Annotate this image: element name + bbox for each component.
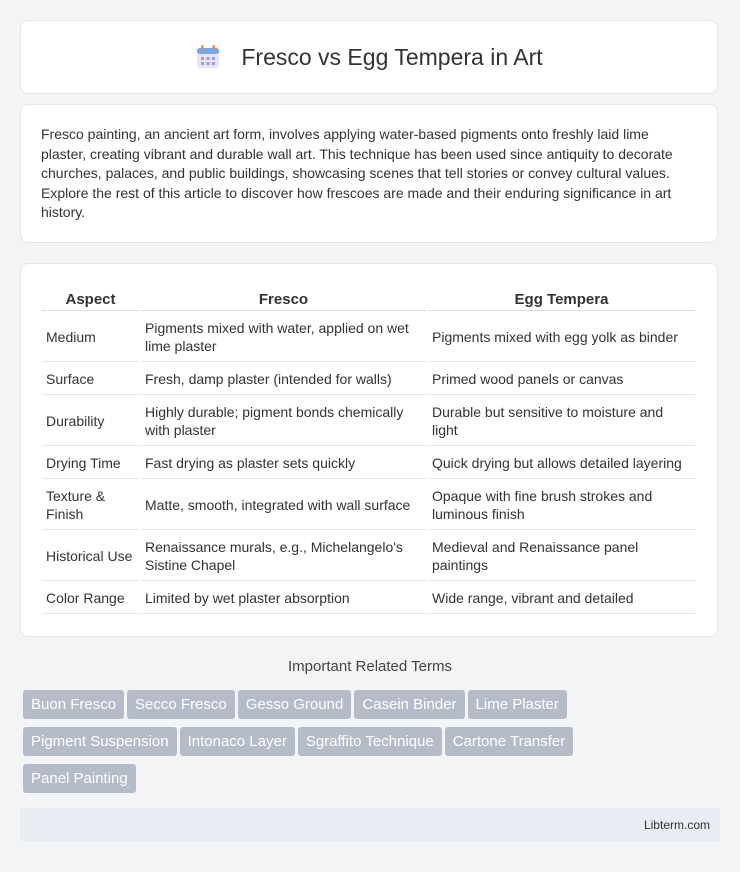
tag-lime-plaster[interactable]: Lime Plaster xyxy=(468,690,567,719)
column-header: Egg Tempera xyxy=(428,286,695,311)
tag-intonaco-layer[interactable]: Intonaco Layer xyxy=(180,727,295,756)
table-cell: Color Range xyxy=(42,583,139,614)
table-row xyxy=(42,397,695,446)
table-row xyxy=(42,448,695,479)
tag-cartone-transfer[interactable]: Cartone Transfer xyxy=(445,727,574,756)
table-row xyxy=(42,481,695,530)
table-cell: Medium xyxy=(42,313,139,362)
table-cell: Quick drying but allows detailed layering xyxy=(428,448,695,479)
table-header-row xyxy=(42,286,695,311)
table-cell: Renaissance murals, e.g., Michelangelo's Sistine Chapel xyxy=(141,532,426,581)
intro-card xyxy=(20,104,718,243)
intro-text: Fresco painting, an ancient art form, involves applying water-based pigments onto freshly laid lime plaster, creating vibrant and durable wall art. This technique has been used since antiquity to decorate churches, palaces, and public buildings, showcasing scenes that tell stories or convey cultural values. Explore the rest of this article to discover how frescoes are made and their enduring significance in art history. xyxy=(41,126,673,220)
column-header: Aspect xyxy=(42,286,139,311)
table-cell: Wide range, vibrant and detailed xyxy=(428,583,695,614)
table-cell: Limited by wet plaster absorption xyxy=(141,583,426,614)
tag-sgraffito-technique[interactable]: Sgraffito Technique xyxy=(298,727,442,756)
tag-secco-fresco[interactable]: Secco Fresco xyxy=(127,690,235,719)
table-row xyxy=(42,313,695,362)
table-cell: Opaque with fine brush strokes and luminous finish xyxy=(428,481,695,530)
tag-buon-fresco[interactable]: Buon Fresco xyxy=(23,690,124,719)
table-cell: Pigments mixed with water, applied on wet lime plaster xyxy=(141,313,426,362)
table-cell: Highly durable; pigment bonds chemically with plaster xyxy=(141,397,426,446)
tag-gesso-ground[interactable]: Gesso Ground xyxy=(238,690,352,719)
header-card xyxy=(20,20,718,94)
table-cell: Medieval and Renaissance panel paintings xyxy=(428,532,695,581)
related-terms-list xyxy=(23,690,623,801)
table-row xyxy=(42,532,695,581)
table-cell: Durable but sensitive to moisture and light xyxy=(428,397,695,446)
table-cell: Texture & Finish xyxy=(42,481,139,530)
table-cell: Surface xyxy=(42,364,139,395)
related-terms-title: Important Related Terms xyxy=(288,658,452,675)
tag-pigment-suspension[interactable]: Pigment Suspension xyxy=(23,727,177,756)
comparison-table xyxy=(40,284,697,616)
table-row xyxy=(42,583,695,614)
column-header: Fresco xyxy=(141,286,426,311)
table-row xyxy=(42,364,695,395)
table-cell: Matte, smooth, integrated with wall surface xyxy=(141,481,426,530)
calendar-icon xyxy=(195,44,221,70)
table-cell: Primed wood panels or canvas xyxy=(428,364,695,395)
footer-site-link[interactable]: Libterm.com xyxy=(643,817,710,832)
table-cell: Fresh, damp plaster (intended for walls) xyxy=(141,364,426,395)
tag-panel-painting[interactable]: Panel Painting xyxy=(23,764,136,793)
comparison-card xyxy=(20,263,718,637)
table-cell: Drying Time xyxy=(42,448,139,479)
table-cell: Historical Use xyxy=(42,532,139,581)
table-cell: Fast drying as plaster sets quickly xyxy=(141,448,426,479)
table-cell: Durability xyxy=(42,397,139,446)
table-cell: Pigments mixed with egg yolk as binder xyxy=(428,313,695,362)
page-title: Fresco vs Egg Tempera in Art xyxy=(241,43,543,70)
footer xyxy=(20,808,720,841)
tag-casein-binder[interactable]: Casein Binder xyxy=(354,690,464,719)
